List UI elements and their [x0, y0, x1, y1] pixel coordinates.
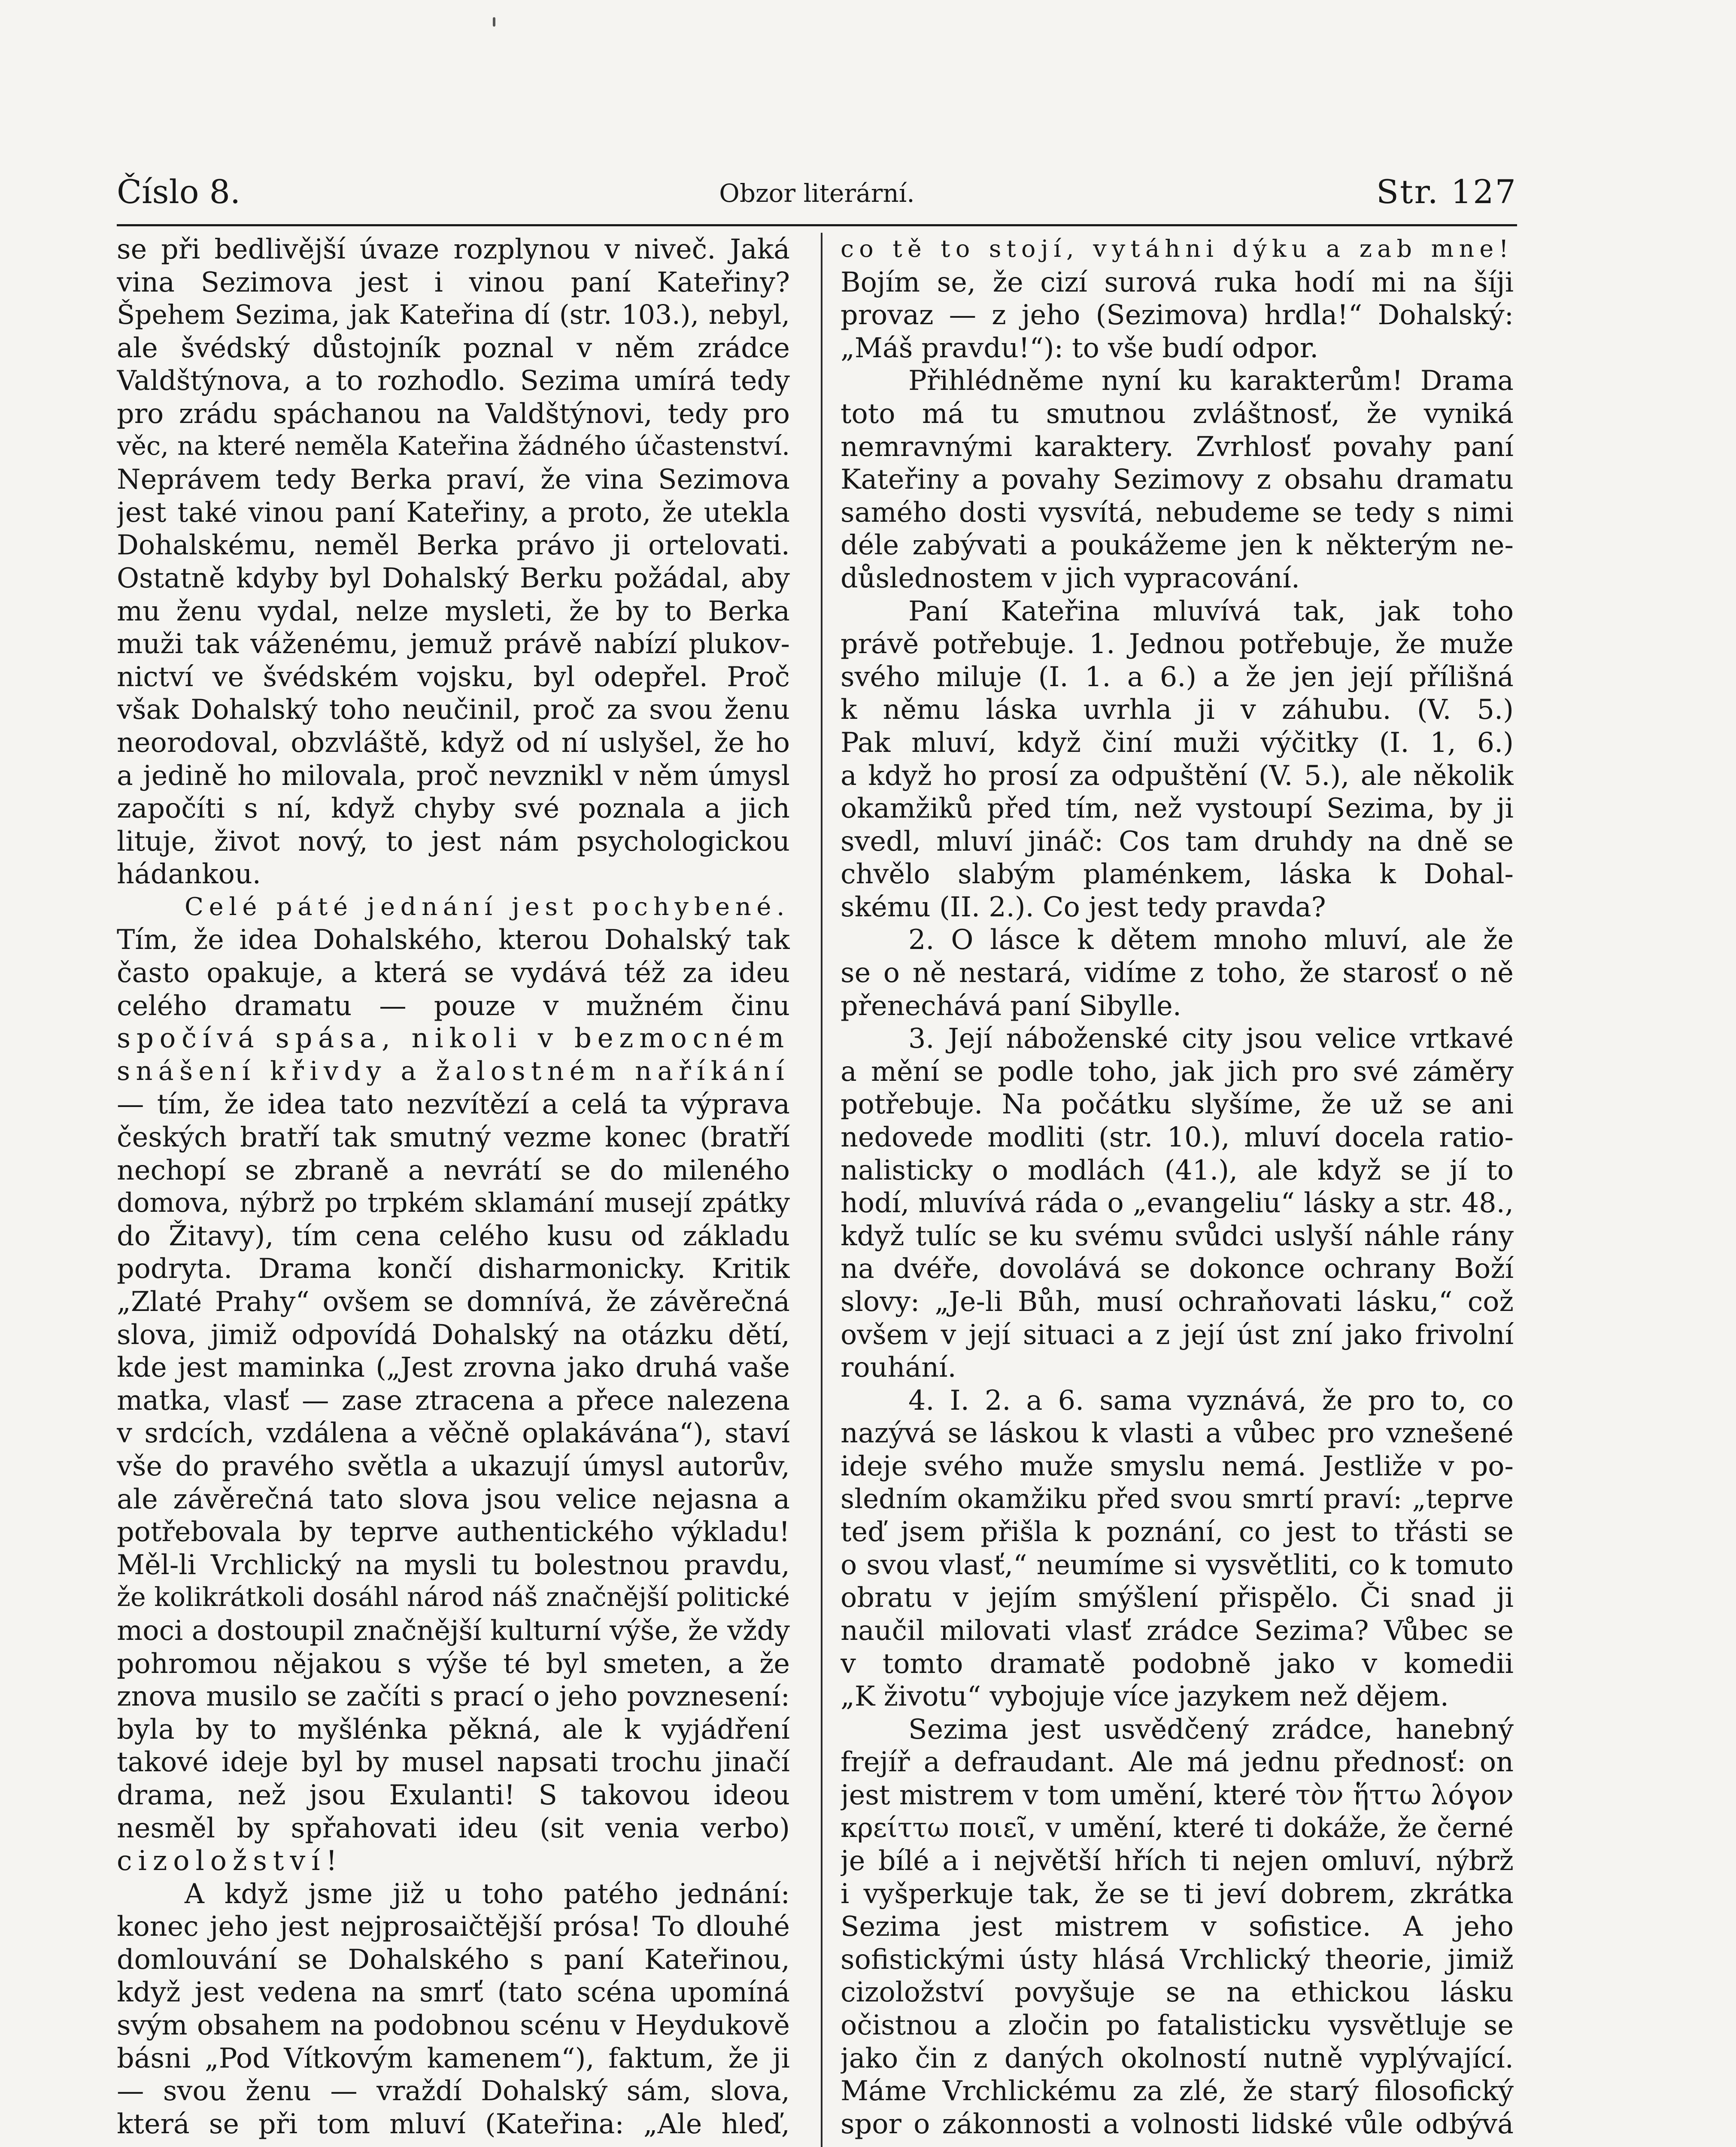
text-line: — tím, že idea tato nezvítězí a celá ta výprava — [117, 1088, 790, 1120]
text-line: svedl, mluví jináč: Cos tam druhdy na dně se — [841, 825, 1514, 857]
text-line: potřebovala by teprve authentického výkladu! — [117, 1516, 790, 1548]
text-line: podryta. Drama končí disharmonicky. Kritik — [117, 1253, 790, 1285]
text-line: rouhání. — [841, 1351, 956, 1384]
text-line: A když jsme již u toho patého jednání: — [185, 1877, 790, 1910]
text-line: v srdcích, vzdálena a věčně oplakávána“), staví — [117, 1417, 790, 1449]
text-line: frejíř a defraudant. Ale má jednu přednosť: on — [841, 1746, 1514, 1778]
text-line: kde jest maminka („Jest zrovna jako druhá vaše — [117, 1351, 790, 1384]
text-line: Bojím se, že cizí surová ruka hodí mi na šíji — [841, 266, 1514, 298]
text-line: ale švédský důstojník poznal v něm zrádce — [117, 331, 790, 364]
right-column — [841, 233, 1514, 2140]
text-line: svého miluje (I. 1. a 6.) a že jen její přílišná — [841, 660, 1514, 693]
text-line: Přihlédněme nyní ku karakterům! Drama — [908, 365, 1514, 397]
text-line: často opakuje, a která se vydává též za ideu — [117, 957, 790, 989]
text-line: domlouvání se Dohalského s paní Kateřinou, — [117, 1943, 790, 1975]
text-line: na dvéře, dovolává se dokonce ochrany Boží — [841, 1253, 1514, 1285]
text-line: nesměl by spřahovati ideu (sit venia verbo) — [117, 1812, 790, 1844]
text-line: jako čin z daných okolností nutně vyplývající. — [841, 2042, 1514, 2074]
text-line: nalisticky o modlách (41.), ale když se jí to — [841, 1154, 1514, 1186]
text-line: se při bedlivější úvaze rozplynou v niveč. Jaká — [117, 233, 790, 265]
text-line: ovšem v její situaci a z její úst zní jako frivolní — [841, 1318, 1514, 1350]
text-line: důslednostem v jich vypracování. — [841, 562, 1300, 594]
text-line: Tím, že idea Dohalského, kterou Dohalský tak — [117, 924, 790, 956]
text-line: pohromou nějakou s výše té byl smeten, a že — [117, 1647, 790, 1679]
text-line: ale závěrečná tato slova jsou velice nejasna a — [117, 1483, 790, 1515]
text-line: sofistickými ústy hlásá Vrchlický theorie, jimiž — [841, 1943, 1514, 1975]
text-line: celého dramatu — pouze v mužném činu — [117, 989, 790, 1022]
text-line: básni „Pod Vítkovým kamenem“), faktum, že ji — [117, 2042, 790, 2074]
text-line: Valdštýnova, a to rozhodlo. Sezima umírá tedy — [117, 365, 790, 397]
text-line: „Zlaté Prahy“ ovšem se domnívá, že závěrečná — [117, 1286, 790, 1317]
text-line: ideje svého muže smyslu nemá. Jestliže v po- — [841, 1450, 1514, 1482]
text-line: Měl-li Vrchlický na mysli tu bolestnou pravdu, — [117, 1548, 790, 1581]
text-line: moci a dostoupil značnější kulturní výše, že vždy — [117, 1614, 790, 1646]
text-line: drama, než jsou Exulanti! S takovou ideou — [117, 1779, 790, 1811]
text-line: hádankou. — [117, 858, 261, 890]
text-line: sledním okamžiku před svou smrtí praví: „teprve — [841, 1483, 1514, 1514]
text-line: když tulíc se ku svému svůdci uslyší náhle rány — [841, 1219, 1514, 1252]
text-line: teď jsem přišla k poznání, co jest to třásti se — [841, 1516, 1514, 1548]
text-line: „Máš pravdu!“): to vše budí odpor. — [841, 331, 1319, 364]
text-line: déle zabývati a poukážeme jen k některým ne- — [841, 529, 1514, 561]
text-line: a jedině ho milovala, proč nevznikl v něm úmysl — [117, 759, 790, 791]
text-line: nedovede modliti (str. 10.), mluví docela ratio- — [841, 1121, 1514, 1153]
scan-speck — [493, 17, 495, 27]
text-line: mu ženu vydal, nelze mysleti, že by to Berka — [117, 595, 790, 627]
text-line: skému (II. 2.). Co jest tedy pravda? — [841, 891, 1326, 923]
text-line: obratu v jejím smýšlení přispělo. Či snad ji — [841, 1581, 1514, 1614]
text-line: do Žitavy), tím cena celého kusu od základu — [117, 1219, 790, 1252]
text-line: byla by to myšlénka pěkná, ale k vyjádření — [117, 1713, 790, 1745]
text-line: a mění se podle toho, jak jich pro své záměry — [841, 1055, 1514, 1087]
text-line: nechopí se zbraně a nevrátí se do mileného — [117, 1154, 790, 1186]
text-line: lituje, život nový, to jest nám psychologickou — [117, 825, 790, 857]
text-line: Dohalskému, neměl Berka právo ji ortelovati. — [117, 529, 790, 561]
text-line: znova musilo se začíti s prací o jeho povznesení: — [117, 1680, 790, 1712]
text-line: přenechává paní Sibylle. — [841, 989, 1181, 1022]
text-line: právě potřebuje. 1. Jednou potřebuje, že muže — [841, 628, 1514, 660]
text-line: spočívá spása, nikoli v bezmocném — [117, 1022, 790, 1054]
text-line: nazývá se láskou k vlasti a vůbec pro vznešené — [841, 1417, 1514, 1449]
text-line: započíti s ní, když chyby své poznala a jich — [117, 792, 790, 824]
text-line: okamžiků před tím, než vystoupí Sezima, by ji — [841, 792, 1514, 824]
text-line: muži tak váženému, jemuž právě nabízí plukov- — [117, 628, 790, 660]
text-line: očistnou a zločin po fatalisticku vysvětluje se — [841, 2009, 1514, 2041]
text-line: κρείττω ποιεῖ, v umění, které ti dokáže, že černé — [841, 1812, 1514, 1843]
text-line: Špehem Sezima, jak Kateřina dí (str. 103.), nebyl, — [117, 299, 790, 331]
text-line: provaz — z jeho (Sezimova) hrdla!“ Dohalský: — [841, 299, 1514, 331]
text-line: Sezima jest mistrem v sofistice. A jeho — [841, 1910, 1514, 1943]
text-line: Ostatně kdyby byl Dohalský Berku požádal, aby — [117, 562, 790, 594]
page-number: Str. 127 — [1376, 173, 1517, 211]
text-line: vina Sezimova jest i vinou paní Kateřiny? — [117, 266, 790, 298]
text-line: jest také vinou paní Kateřiny, a proto, že utekla — [117, 496, 790, 528]
text-line: českých bratří tak smutný vezme konec (bratří — [117, 1121, 790, 1153]
text-line: snášení křivdy a žalostném naříkání — [117, 1056, 790, 1086]
text-line: v tomto dramatě podobně jako v komedii — [841, 1647, 1514, 1679]
text-line: věc, na které neměla Kateřina žádného účastenství. — [117, 431, 790, 461]
page-header — [117, 173, 1517, 220]
issue-number: Číslo 8. — [117, 173, 241, 211]
text-line: Kateřiny a povahy Sezimovy z obsahu dramatu — [841, 463, 1514, 496]
text-line: k němu láska uvrhla ji v záhubu. (V. 5.) — [841, 693, 1514, 726]
text-line: cizoložství! — [117, 1845, 343, 1877]
text-line: Celé páté jednání jest pochybené. — [185, 892, 790, 921]
text-line: matka, vlasť — zase ztracena a přece nalezena — [117, 1384, 790, 1416]
text-line: Sezima jest usvědčený zrádce, hanebný — [908, 1713, 1514, 1745]
text-line: je bílé a i největší hřích ti nejen omluví, nýbrž — [841, 1845, 1514, 1877]
text-line: Neprávem tedy Berka praví, že vina Sezimova — [117, 463, 790, 496]
text-line: slova, jimiž odpovídá Dohalský na otázku dětí, — [117, 1318, 790, 1350]
column-divider — [821, 233, 822, 2147]
text-line: hodí, mluvívá ráda o „evangeliu“ lásky a str. 48., — [841, 1187, 1514, 1219]
text-line: konec jeho jest nejprosaičtější prósa! To dlouhé — [117, 1910, 790, 1943]
text-line: — svou ženu — vraždí Dohalský sám, slova, — [117, 2075, 790, 2107]
text-line: 3. Její náboženské city jsou velice vrtkavé — [908, 1022, 1514, 1055]
text-line: i vyšperkuje tak, že se ti jeví dobrem, zkrátka — [841, 1877, 1514, 1910]
text-line: Paní Kateřina mluvívá tak, jak toho — [908, 595, 1514, 627]
text-line: cizoložství povyšuje se na ethickou lásku — [841, 1976, 1514, 2008]
header-rule — [117, 224, 1517, 226]
text-line: slovy: „Je-li Bůh, musí ochraňovati lásku,“ což — [841, 1286, 1514, 1317]
text-line: 2. O lásce k dětem mnoho mluví, ale že — [908, 924, 1514, 956]
text-line: a když ho prosí za odpuštění (V. 5.), ale několik — [841, 759, 1514, 791]
text-line: co tě to stojí, vytáhni dýku a zab mne! — [841, 235, 1514, 263]
text-line: domova, nýbrž po trpkém sklamání musejí zpátky — [117, 1187, 790, 1219]
text-line: když jest vedena na smrť (tato scéna upomíná — [117, 1976, 790, 2008]
text-line: Máme Vrchlickému za zlé, že starý filosofický — [841, 2075, 1514, 2107]
text-line: nictví ve švédském vojsku, byl odepřel. Proč — [117, 660, 790, 693]
text-line: o svou vlasť,“ neumíme si vysvětliti, co k tomuto — [841, 1548, 1514, 1581]
journal-title: Obzor literární. — [719, 179, 915, 208]
text-line: neorodoval, obzvláště, když od ní uslyšel, že ho — [117, 726, 790, 758]
text-line: svým obsahem na podobnou scénu v Heydukově — [117, 2009, 790, 2041]
text-line: samého dosti vysvítá, nebudeme se tedy s nimi — [841, 496, 1514, 528]
text-line: však Dohalský toho neučinil, proč za svou ženu — [117, 693, 790, 726]
text-line: jest mistrem v tom umění, které τὸν ἥττω λόγον — [841, 1779, 1514, 1811]
text-line: vše do pravého světla a ukazují úmysl autorův, — [117, 1450, 790, 1482]
left-column — [117, 233, 790, 2140]
text-line: potřebuje. Na počátku slyšíme, že už se ani — [841, 1088, 1514, 1120]
text-line: se o ně nestará, vidíme z toho, že starosť o ně — [841, 957, 1514, 989]
text-line: která se při tom mluví (Kateřina: „Ale hleď, — [117, 2107, 790, 2140]
text-line: 4. I. 2. a 6. sama vyznává, že pro to, co — [908, 1384, 1514, 1416]
text-line: toto má tu smutnou zvláštnosť, že vyniká — [841, 397, 1514, 429]
text-line: pro zrádu spáchanou na Valdštýnovi, tedy pro — [117, 397, 790, 429]
text-line: nemravnými karaktery. Zvrhlosť povahy paní — [841, 430, 1514, 462]
text-line: naučil milovati vlasť zrádce Sezima? Vůbec se — [841, 1614, 1514, 1646]
text-line: „K životu“ vybojuje více jazykem než dějem. — [841, 1680, 1449, 1712]
text-line: že kolikrátkoli dosáhl národ náš značnější politické — [117, 1582, 790, 1613]
text-line: Pak mluví, když činí muži výčitky (I. 1, 6.) — [841, 726, 1514, 758]
text-line: takové ideje byl by musel napsati trochu jinačí — [117, 1746, 790, 1778]
text-line: chvělo slabým plaménkem, láska k Dohal- — [841, 858, 1514, 890]
text-line: spor o zákonnosti a volnosti lidské vůle odbývá — [841, 2107, 1514, 2140]
